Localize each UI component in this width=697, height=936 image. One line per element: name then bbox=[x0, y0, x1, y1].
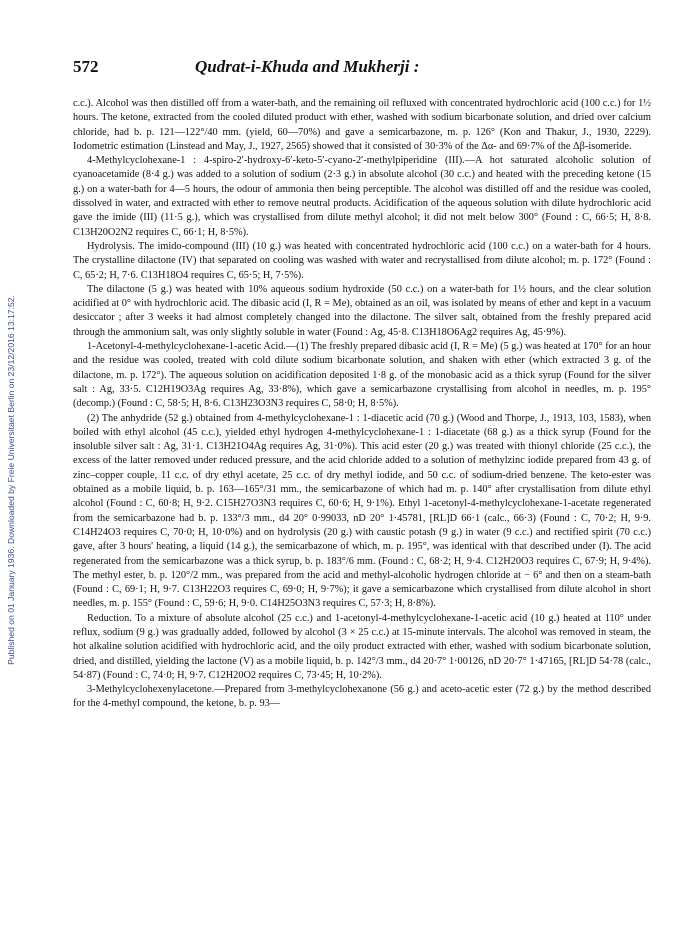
paragraph: (2) The anhydride (52 g.) obtained from 4-methylcyclohexane-1 : 1-diacetic acid (70 g.) (Wood and Thorpe, J., 1913, 103, 1583), when boiled with ethyl alcohol (45 c.c.), yielded ethyl hydrogen 4-methylcyclohexane-1 : 1-diacetate (68 g.) as a thick syrup (Found for the insoluble silver salt : Ag, 31·1. C13H21O4Ag requires Ag, 31·0%). This acid ester (20 g.) was treated with thionyl chloride (25 c.c.), the excess of the latter removed under reduced pressure, and the acid chloride added to a solution of methylzinc iodide prepared from 43 g. of zinc–copper couple, 11 c.c. of dry ethyl acetate, 25 c.c. of dry methyl iodide, and 50 c.c. of sodium-dried benzene. The keto-ester was obtained as a mobile liquid, b. p. 163—165°/31 mm., the semicarbazone of which had m. p. 140° after crystallisation from dilute ethyl alcohol (Found : C, 60·8; H, 9·2. C15H27O3N3 requires C, 60·6; H, 9·1%). Ethyl 1-acetonyl-4-methylcyclohexane-1-acetate regenerated from the semicarbazone had b. p. 133°/3 mm., d4 20° 0·99033, nD 20° 1·45781, [RL]D 66·1 (calc., 66·3) (Found : C, 70·2; H, 9·9. C14H24O3 requires C, 70·0; H, 10·0%) and on hydrolysis (20 g.) with caustic potash (9 g.) in water (9 c.c.) and rectified spirit (70 c.c.) gave, after 3 hours' heating, a liquid (14 g.), the semicarbazone of which, m. p. 195°, was identical with that described under (I). The acid regenerated from the semicarbazone was a thick syrup, b. p. 183°/6 mm. (Found : C, 68·2; H, 9·4. C12H20O3 requires C, 67·9; H, 9·4%). The methyl ester, b. p. 120°/2 mm., was prepared from the acid and methyl-alcoholic hydrogen chloride at − 6° and then on a steam-bath (Found : C, 69·1; H, 9·7. C13H22O3 requires C, 69·0; H, 9·7%); it gave a semicarbazone which crystallised from dilute alcohol in short needles, m. p. 155° (Found : C, 59·6; H, 9·0. C14H25O3N3 requires C, 57·3; H, 8·8%). bbox=[73, 412, 651, 610]
download-watermark-text: Published on 01 January 1936. Downloaded by Freie Universitaet Berlin on 23/12/2016 13:17:52. bbox=[6, 295, 16, 665]
running-head bbox=[73, 57, 651, 79]
paragraph: c.c.). Alcohol was then distilled off from a water-bath, and the remaining oil refluxed with concentrated hydrochloric acid (100 c.c.) for 1½ hours. The ketone, extracted from the cooled diluted product with ether, washed with sodium bicarbonate solution, and dried over calcium chloride, had b. p. 121—122°/40 mm. (yield, 60—70%) and gave a semicarbazone, m. p. 126° (Kon and Thakur, J., 1930, 2229). Iodometric estimation (Linstead and May, J., 1927, 2565) showed that it consisted of 30·3% of the Δα- and 69·7% of the Δβ-isomeride. bbox=[73, 98, 651, 152]
paragraph: Reduction. To a mixture of absolute alcohol (25 c.c.) and 1-acetonyl-4-methylcyclohexane-1-acetic acid (10 g.) heated at 110° under reflux, sodium (9 g.) was gradually added, followed by alcohol (3 × 25 c.c.) at 15-minute intervals. The alcohol was removed in steam, the hot alkaline solution acidified with hydrochloric acid, and the oily product extracted with ether, washed with sodium bicarbonate solution, dried, and distilled, yielding the lactone (V) as a mobile liquid, b. p. 142°/3 mm., d4 20·7° 1·00126, nD 20·7° 1·47165, [RL]D 54·78 (calc., 54·87) (Found : C, 74·0; H, 9·7. C12H20O2 requires C, 73·45; H, 10·2%). bbox=[73, 612, 651, 681]
article-body bbox=[73, 97, 651, 712]
running-title: Qudrat-i-Khuda and Mukherji : bbox=[195, 57, 420, 76]
paragraph: The dilactone (5 g.) was heated with 10% aqueous sodium hydroxide (50 c.c.) on a water-bath for 1½ hours, and the clear solution acidified at 0° with hydrochloric acid. The dibasic acid (I, R = Me), obtained as an oil, was isolated by means of ether and kept in a vacuum desiccator ; after 3 weeks it had almost completely changed into the dilactone. The silver salt, obtained from the freshly prepared acid through the ammonium salt, was only slightly soluble in water (Found : Ag, 45·8. C13H18O6Ag2 requires Ag, 45·9%). bbox=[73, 283, 651, 338]
page-number: 572 bbox=[73, 57, 99, 76]
paragraph: 3-Methylcyclohexenylacetone.—Prepared from 3-methylcyclohexanone (56 g.) and aceto-acetic ester (72 g.) by the method described for the 4-methyl compound, the ketone, b. p. 93— bbox=[73, 684, 651, 710]
paragraph: 4-Methylcyclohexane-1 : 4-spiro-2′-hydroxy-6′-keto-5′-cyano-2′-methylpiperidine (III).—A hot saturated alcoholic solution of cyanoacetamide (8·4 g.) was added to a solution of sodium (2·3 g.) in absolute alcohol (30 c.c.) and heated with the preceding ketone (15 g.) on a water-bath for 4—5 hours, the odour of ammonia then being perceptible. The alcohol was distilled off and the residue was cooled, dissolved in water, and extracted with ether to remove neutral products. Acidification of the aqueous solution with dilute hydrochloric acid gave the imide (III) (11·5 g.), which was crystallised from dilute methyl alcohol; it did not melt below 300° (Found : C, 66·5; H, 8·8. C13H20O2N2 requires C, 66·1; H, 8·5%). bbox=[73, 155, 651, 238]
paragraph: Hydrolysis. The imido-compound (III) (10 g.) was heated with concentrated hydrochloric acid (100 c.c.) on a water-bath for 4 hours. The crystalline dilactone (IV) that separated on cooling was washed with water and recrystallised from dilute alcohol; m. p. 172° (Found : C, 65·2; H, 7·6. C13H18O4 requires C, 65·5; H, 7·5%). bbox=[73, 240, 651, 281]
paragraph: 1-Acetonyl-4-methylcyclohexane-1-acetic Acid.—(1) The freshly prepared dibasic acid (I, R = Me) (5 g.) was heated at 170° for an hour and the residue was cooled, treated with cold dilute sodium bicarbonate solution, and shaken with ether (which extracted 3 g. of the dilactone, m. p. 172°). The aqueous solution on acidification deposited 1·8 g. of the monobasic acid as a thick syrup (Found for the silver salt : Ag, 33·5. C12H19O3Ag requires Ag, 33·8%), which gave a semicarbazone crystallising from alcohol in needles, m. p. 195° (decomp.) (Found : C, 58·5; H, 8·6. C13H23O3N3 requires C, 58·0; H, 8·5%). bbox=[73, 341, 651, 410]
download-watermark bbox=[3, 160, 19, 800]
